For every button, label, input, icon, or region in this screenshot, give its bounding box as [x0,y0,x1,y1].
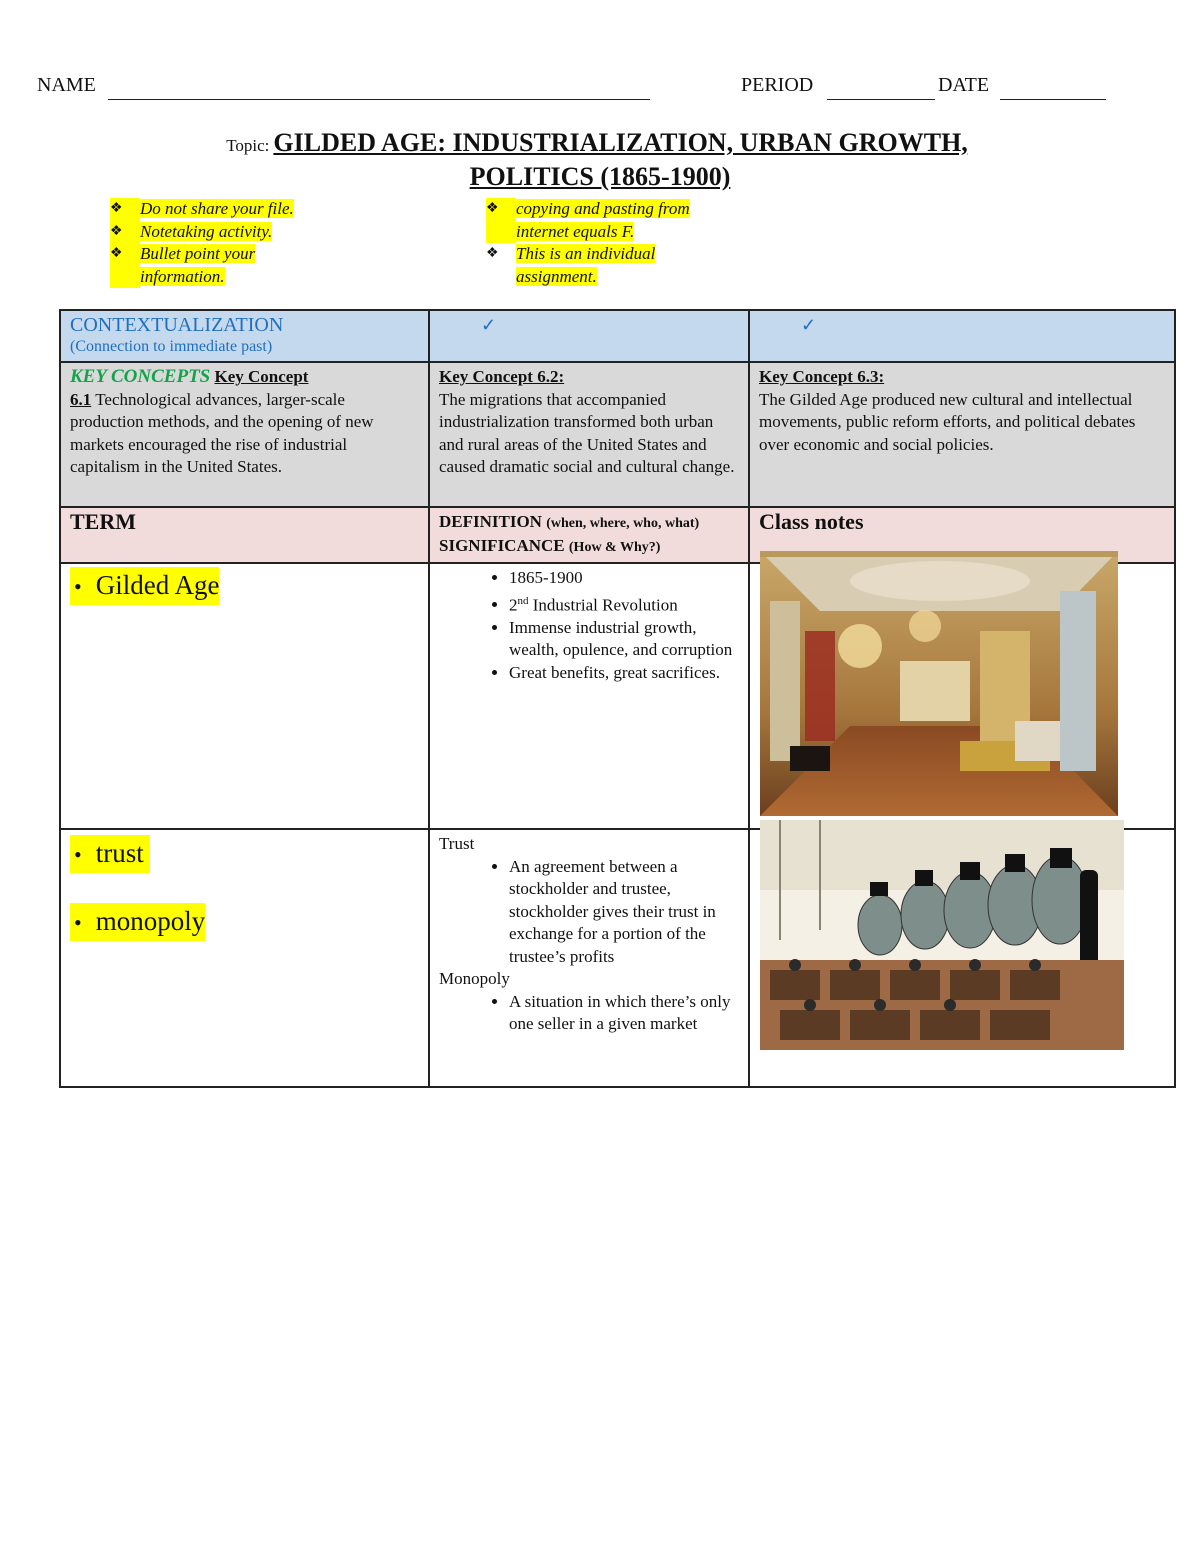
diamond-bullet-icon: ❖ [486,198,516,243]
context-cell-2[interactable] [429,310,749,362]
term-monopoly: • monopoly [70,903,205,941]
period-field[interactable] [827,77,935,100]
instruction-item: ❖ This is an individual assignment. [486,243,731,288]
key-concept-61-number: 6.1 [70,389,92,409]
topic-label: Topic: [226,136,270,155]
name-field[interactable] [108,77,650,100]
gilded-ballroom-image [760,551,1118,816]
topic-title-line1: GILDED AGE: INDUSTRIALIZATION, URBAN GROWTH, [273,128,968,157]
key-concept-62-text: The migrations that accompanied industrialization transformed both urban and rural areas of the United States and caused dramatic social and cultural change. [439,389,735,476]
key-concept-63 [749,362,1175,507]
definition-cell [429,563,749,829]
term-cell [60,829,429,1087]
ballroom-illustration [760,551,1118,816]
significance-header: SIGNIFICANCE [439,536,565,555]
monopoly-subheading: Monopoly [439,969,510,988]
key-concepts-row [60,362,1175,507]
context-cell-3[interactable] [749,310,1175,362]
list-item: • Great benefits, great sacrifices. [509,662,739,685]
definition-cell [429,829,749,1087]
key-concept-61-title: Key Concept [214,367,309,386]
topic-title-line2: POLITICS (1865-1900) [469,162,731,191]
diamond-bullet-icon: ❖ [486,246,499,261]
term-header-cell [60,507,429,563]
notes-header: Class notes [759,509,864,534]
context-cell [60,310,429,362]
checkmark-icon: ✓ [481,315,497,335]
term-gilded-age: • Gilded Age [70,567,219,605]
definition-header: DEFINITION [439,512,542,531]
term-header: TERM [70,509,136,534]
term-trust: • trust [70,835,150,873]
significance-hint: (How & Why?) [568,540,661,555]
key-concept-61-text: Technological advances, larger-scale production methods, and the opening of new markets encouraged the rise of industrial capitalism in the United States. [70,389,374,476]
instruction-item: ❖ copying and pasting from internet equals F. [486,198,731,243]
trusts-cartoon-image [760,820,1124,1050]
definition-list [439,991,739,1036]
key-concept-63-text: The Gilded Age produced new cultural and intellectual movements, public reform efforts, and political debates over economic and social policies. [759,389,1136,454]
context-row [60,310,1175,362]
key-concept-62 [429,362,749,507]
list-item: • 2nd Industrial Revolution [509,590,739,617]
key-concept-61 [60,362,429,507]
topic-heading [0,128,1200,192]
period-label: PERIOD [741,74,814,96]
date-field[interactable] [1000,77,1106,100]
instruction-item: ❖ Notetaking activity. [110,221,315,244]
checkmark-icon: ✓ [801,315,817,335]
term-cell [60,563,429,829]
instruction-item: ❖ Bullet point your information. [110,243,315,288]
definition-hint: (when, where, who, what) [546,516,700,531]
diamond-bullet-icon: ❖ [110,243,140,288]
name-label: NAME [37,74,96,96]
context-title: CONTEXTUALIZATION [70,314,284,336]
list-item: • Immense industrial growth, wealth, opulence, and corruption [509,617,739,662]
definition-header-cell [429,507,749,563]
definition-list [439,567,739,684]
date-label: DATE [938,74,990,96]
instruction-item: ❖ Do not share your file. [110,198,315,221]
list-item: • 1865-1900 [509,567,739,590]
cartoon-illustration [760,820,1124,1050]
trust-subheading: Trust [439,834,475,853]
key-concept-62-title: Key Concept 6.2: [439,367,565,386]
definition-list [439,856,739,969]
context-subtitle: (Connection to immediate past) [70,337,273,355]
list-item: • An agreement between a stockholder and trustee, stockholder gives their trust in exchange for a portion of the trustee’s profits [509,856,739,969]
diamond-bullet-icon: ❖ [110,198,140,221]
key-concepts-label: KEY CONCEPTS [70,366,211,387]
list-item: • A situation in which there’s only one seller in a given market [509,991,739,1036]
diamond-bullet-icon: ❖ [110,221,140,244]
instructions-right [486,198,731,288]
key-concept-63-title: Key Concept 6.3: [759,367,885,386]
instructions-left [110,198,315,288]
